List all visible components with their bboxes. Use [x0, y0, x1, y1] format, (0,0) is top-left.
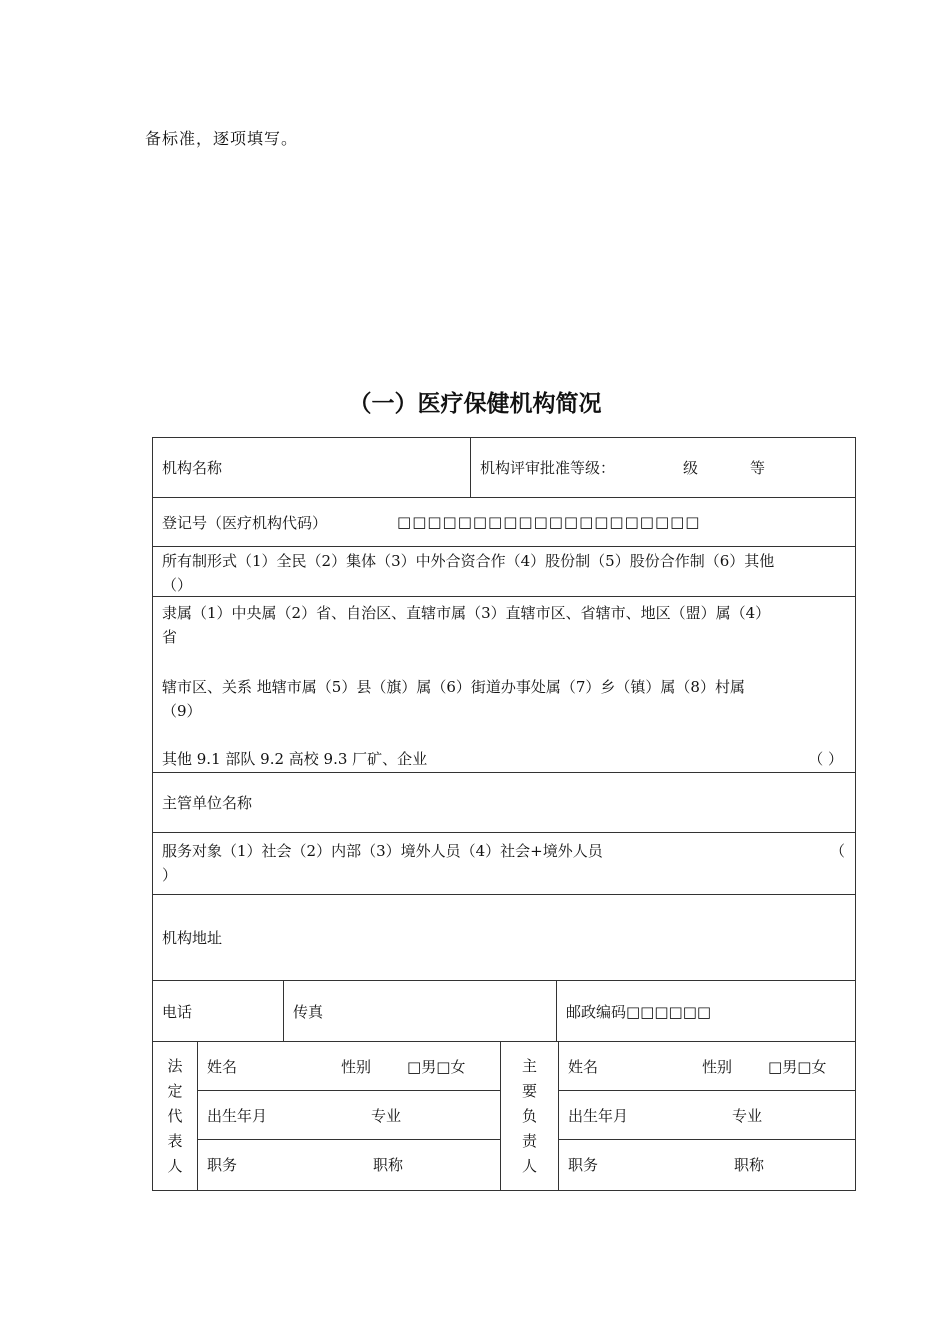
level-deng-label: 等: [750, 459, 766, 477]
head-char: 主: [521, 1056, 537, 1075]
row-affiliation: [153, 597, 855, 773]
head-details: [558, 1042, 855, 1190]
birth-label: 出生年月: [207, 1106, 268, 1125]
affil-line4: （9）: [162, 702, 202, 720]
row-supervisor: [153, 773, 855, 833]
address-field[interactable]: [153, 895, 855, 980]
reg-no-boxes[interactable]: □□□□□□□□□□□□□□□□□□□□: [397, 513, 701, 531]
affil-line1: 隶属（1）中央属（2）省、自治区、直辖市属（3）直辖市区、省辖市、地区（盟）属（4）: [162, 604, 771, 622]
service-field[interactable]: [153, 833, 855, 894]
ownership-field[interactable]: [153, 547, 855, 596]
head-birth-row[interactable]: [559, 1091, 855, 1140]
supervisor-label: 主管单位名称: [162, 794, 253, 812]
intro-text: 备标准，逐项填写。: [145, 129, 299, 148]
service-line1: 服务对象（1）社会（2）内部（3）境外人员（4）社会+境外人员: [162, 842, 603, 860]
gender-label: 性别: [702, 1057, 733, 1076]
row-address: [153, 895, 855, 981]
legal-rep-duty-row[interactable]: [198, 1140, 500, 1189]
affiliation-field[interactable]: [153, 597, 855, 772]
gender-options[interactable]: □男□女: [407, 1057, 466, 1076]
section-title: （一）医疗保健机构简况: [348, 391, 602, 417]
row-reg-no: [153, 498, 855, 547]
supervisor-field[interactable]: [153, 773, 855, 832]
affil-line3: 辖市区、关系 地辖市属（5）县（旗）属（6）街道办事处属（7）乡（镇）属（8）村属: [162, 678, 745, 696]
gender-options[interactable]: □男□女: [768, 1057, 827, 1076]
postal-label: 邮政编码□□□□□□: [566, 1002, 712, 1021]
legal-rep-vertical-label: [153, 1042, 197, 1190]
major-label: 专业: [732, 1106, 763, 1125]
row-contact: [153, 981, 855, 1042]
org-name-field[interactable]: [153, 438, 470, 497]
name-label: 姓名: [568, 1057, 599, 1076]
postal-field[interactable]: [556, 981, 855, 1041]
fax-label: 传真: [293, 1002, 324, 1021]
affil-paren: （ ）: [808, 750, 843, 768]
phone-label: 电话: [162, 1002, 193, 1021]
affil-line2: 省: [162, 628, 178, 646]
birth-label: 出生年月: [568, 1106, 629, 1125]
affil-line5: 其他 9.1 部队 9.2 高校 9.3 厂矿、企业: [162, 750, 428, 768]
service-paren-close: ）: [162, 866, 178, 884]
title-rank-label: 职称: [734, 1156, 765, 1174]
legal-rep-char: 定: [167, 1081, 183, 1100]
head-char: 负: [521, 1106, 537, 1125]
legal-rep-char: 人: [167, 1156, 183, 1175]
approval-level-field[interactable]: [470, 438, 855, 497]
org-name-label: 机构名称: [162, 459, 223, 477]
head-duty-row[interactable]: [559, 1140, 855, 1189]
head-char: 责: [521, 1131, 537, 1150]
legal-rep-char: 表: [167, 1131, 183, 1150]
duty-label: 职务: [207, 1156, 238, 1174]
ownership-line2: （）: [162, 576, 193, 594]
ownership-line1: 所有制形式（1）全民（2）集体（3）中外合资合作（4）股份制（5）股份合作制（6）其他: [162, 552, 775, 570]
name-label: 姓名: [207, 1057, 238, 1076]
level-ji-label: 级: [683, 459, 699, 477]
address-label: 机构地址: [162, 929, 223, 947]
row-org-name: [153, 438, 855, 498]
legal-rep-birth-row[interactable]: [198, 1091, 500, 1140]
org-profile-form: [152, 437, 856, 1191]
gender-label: 性别: [341, 1057, 372, 1076]
reg-no-field[interactable]: [153, 498, 855, 546]
legal-rep-name-row[interactable]: [198, 1042, 500, 1091]
head-char: 人: [521, 1156, 537, 1175]
phone-field[interactable]: [153, 981, 283, 1041]
legal-rep-char: 代: [167, 1106, 183, 1125]
row-persons: [153, 1042, 855, 1190]
head-vertical-label: [500, 1042, 558, 1190]
row-ownership: [153, 547, 855, 597]
head-name-row[interactable]: [559, 1042, 855, 1091]
row-service: [153, 833, 855, 895]
approval-level-label: 机构评审批准等级：: [480, 459, 616, 477]
title-rank-label: 职称: [373, 1156, 404, 1174]
major-label: 专业: [371, 1106, 402, 1125]
legal-rep-char: 法: [167, 1056, 183, 1075]
duty-label: 职务: [568, 1156, 599, 1174]
service-paren-open: （: [829, 842, 845, 860]
legal-rep-details: [197, 1042, 500, 1190]
reg-no-label: 登记号（医疗机构代码）: [162, 513, 328, 532]
head-char: 要: [521, 1081, 537, 1100]
fax-field[interactable]: [283, 981, 556, 1041]
